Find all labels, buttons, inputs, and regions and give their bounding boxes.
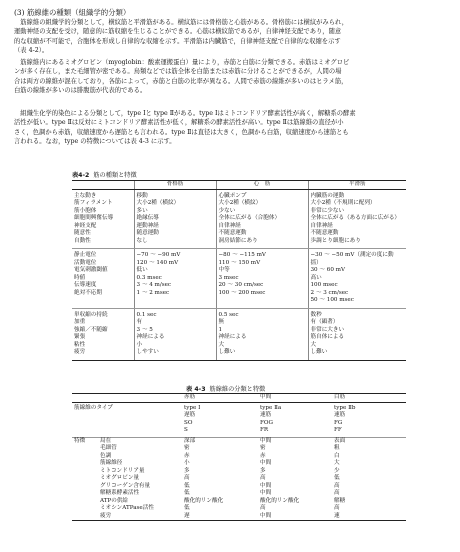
header-cell (72, 181, 134, 190)
table-4-3-caption (186, 384, 265, 393)
table-row (72, 483, 406, 491)
fiber-types-table (72, 393, 406, 521)
table-cell: 深部 (184, 437, 196, 444)
spacer-cell (72, 498, 98, 506)
paragraph-2: 筋線維内にあるミオグロビン（myoglobin：酸素運搬蛋白）量により，赤筋と白筋に分類できる。赤筋はミオグロビ ンが多く存在し，また毛細管が密である。鳥類などでは筋全体を白筋または赤筋に分けることができるが，人間の場 合は両方の線維が混在しており，各筋によって，赤筋と白筋の比率が異なる。人間で赤筋の線維が多いのはヒラメ筋， 白筋の線維が多いのは腓腹筋が代表的である。 (14, 59, 350, 94)
table-cell: 低 (184, 505, 190, 511)
table-header-row (72, 181, 406, 190)
spacer-cell (72, 468, 98, 476)
table-row (72, 490, 406, 498)
spacer-cell (72, 445, 98, 453)
table-cell: 中間 (260, 460, 272, 466)
table-cell: 表面 (334, 437, 346, 444)
spacer-cell (72, 513, 98, 521)
row-label: 解糖系酵素活性 (100, 490, 140, 496)
row-label: ミオシンATPase活性 (100, 505, 154, 511)
table-cell: 遅 (182, 513, 258, 521)
section-title: (3) 筋線維の種類（組織学的分類） (14, 8, 131, 17)
paragraph-1: 筋線維の組織学的分類として，横紋筋と平滑筋がある。横紋筋には骨格筋と心筋がある。骨格筋には横紋がみられ， 運動神経の支配を受け，随意的に筋収縮を生じることができる。心筋は横紋筋であるが，自律神経支配であり，随意 的な収縮が不可能で，合胞体を形成し自律的な収縮を示す。平滑筋は内臓筋で，自律神経支配で自律的な収縮を示す （表 4-2）。 (14, 19, 348, 54)
spacer-cell (72, 460, 98, 468)
table-cell: 小 (184, 460, 190, 466)
table-cell: 心臓ポンプ 大小2種（横紋） 少ない 全体に広がる（合胞体） 自律神経 不随意運動 洞房結節にあり (216, 189, 308, 249)
table-cell: −30 〜 −50 mV（測定の度に動揺） 30 〜 60 mV 高い 100 msec 2 〜 3 cm/sec 50 〜 100 msec (308, 249, 406, 309)
table-title: 筋の種類と特徴 (93, 172, 137, 179)
table-cell: 多 (260, 467, 266, 474)
table-cell: −70 〜 −90 mV 120 〜 140 mV 低い 0.3 msec 3 〜 4 m/sec 1 〜 2 msec (134, 249, 216, 309)
row-label: 色調 (100, 452, 112, 459)
table-cell: 粗 (334, 445, 340, 451)
table-cell: 高 (260, 475, 266, 481)
table-cell: 数秒 有（顕著） 非常に大きい 筋自体による 大 し難い (308, 308, 406, 360)
table-cell: 低 (184, 490, 190, 496)
fiber-type-row (72, 402, 406, 437)
table-row (72, 468, 406, 476)
table-cell: 赤 (184, 452, 190, 459)
table-cell: 低 (184, 482, 190, 489)
row-label: ミトコンドリア量 (100, 467, 145, 474)
table-cell: 高 (334, 482, 340, 489)
row-label: ミオグロビン量 (100, 475, 140, 481)
row-labels: 単収縮の持続 加重 強縮／不随縮 緊張 粘性 疲労 (72, 308, 134, 360)
table-row-group (72, 189, 406, 249)
table-cell: 酸化的リン酸化 (260, 497, 300, 504)
table-cell: 移動 大小2種（横紋） 多い 絶縁伝導 運動神経 随意運動 なし (134, 189, 216, 249)
row-label: グリコーゲン含有量 (100, 482, 151, 489)
table-cell: 高 (184, 475, 190, 481)
table-cell: 多 (184, 467, 190, 474)
table-cell: type Ⅰ 遅筋 SO S (182, 402, 258, 437)
table-cell: 中間 (258, 513, 332, 521)
table-row-group (72, 249, 406, 309)
table-cell: 速 (332, 513, 406, 521)
table-cell: 内臓筋の運動 大小2種（不規則に配列） 非常に少ない 全体に広がる（ある方面に広がる） 自律神経 不随意運動 歩調とり細胞にあり (308, 189, 406, 249)
table-cell: 低 (334, 475, 340, 481)
table-cell: 解糖 (334, 497, 346, 504)
feature-label: 特徴 (74, 437, 86, 444)
table-cell: 中間 (260, 437, 272, 444)
table-cell: 0.1 sec 有 3 〜 5 神経による 小 しやすい (134, 308, 216, 360)
row-labels: 主な動き 筋フィラメント 筋小胞体 細胞間興奮伝導 神経支配 随意性 自動性 (72, 189, 134, 249)
header-cell: 心 筋 (216, 181, 308, 190)
paragraph-3: 組織生化学的染色による分類として，type Ⅰと type Ⅱがある。type Ⅰはミトコンドリア酵素活性が高く，解糖系の酵素 活性が低い。type Ⅱは反対にミトコンドリア酵素活性が低く，解糖系の酵素活性が高い。type Ⅱは筋線維の直径が小 さく，色調から赤筋，収縮速度から遅筋とも言われる。type Ⅱは直径は大きく，色調から白筋，収縮速度から速筋とも 言われる。なお，type の特徴については表 4-3 に示す。 (14, 110, 356, 145)
table-4-2-caption (72, 170, 137, 179)
table-row-group (72, 308, 406, 360)
table-cell: 密 (184, 445, 190, 451)
table-row (72, 505, 406, 513)
table-cell: −80 〜 −115 mV 110 〜 150 mV 中等 3 msec 20 〜 30 cm/sec 100 〜 200 msec (216, 249, 308, 309)
table-row (72, 445, 406, 453)
spacer-cell (72, 453, 98, 461)
spacer-cell (72, 490, 98, 498)
table-row (72, 475, 406, 483)
header-cell (72, 394, 182, 403)
table-row (72, 513, 406, 521)
header-cell: 白筋 (332, 394, 406, 403)
table-cell: 0.5 sec 無 1 神経による 大 し難い (216, 308, 308, 360)
table-number: 表 4-3 (186, 386, 206, 393)
spacer-cell (72, 483, 98, 491)
table-row (72, 460, 406, 468)
table-cell: 高 (334, 490, 340, 496)
row-label: 毛細管 (100, 445, 117, 451)
table-header-row (72, 394, 406, 403)
row-label: 筋線維径 (100, 460, 123, 466)
row-label: 疲労 (98, 513, 182, 521)
row-label: 局在 (100, 437, 112, 444)
table-row (72, 498, 406, 506)
table-row (72, 453, 406, 461)
spacer-cell (72, 475, 98, 483)
header-cell: 骨格筋 (134, 181, 216, 190)
muscle-types-table (72, 180, 406, 361)
table-cell: 赤 (260, 452, 266, 459)
table-cell: 白 (334, 452, 340, 459)
table-number: 表4-2 (72, 172, 90, 179)
table-cell: 中間 (260, 490, 272, 496)
header-cell: 赤筋 (182, 394, 258, 403)
row-label: 筋線維のタイプ (72, 402, 182, 437)
table-cell: type Ⅱa 速筋 FOG FR (258, 402, 332, 437)
table-cell: 少 (334, 467, 340, 474)
table-title: 筋線維の分類と特徴 (209, 386, 266, 393)
row-labels: 静止電位 活動電位 電気刺激閾値 時値 伝導速度 絶対不応期 (72, 249, 134, 309)
table-cell: 高 (334, 505, 340, 511)
table-cell: 酸化的リン酸化 (184, 497, 224, 504)
table-cell: 高 (260, 505, 266, 511)
table-cell: 中間 (260, 482, 272, 489)
header-cell: 中間 (258, 394, 332, 403)
row-label: ATPの供給 (100, 497, 129, 504)
table-cell: type Ⅱb 速筋 FG FF (332, 402, 406, 437)
table-cell: 大 (334, 460, 340, 466)
spacer-cell (72, 505, 98, 513)
header-cell: 平滑筋 (308, 181, 406, 190)
table-row (72, 437, 406, 445)
table-cell: 密 (260, 445, 266, 451)
